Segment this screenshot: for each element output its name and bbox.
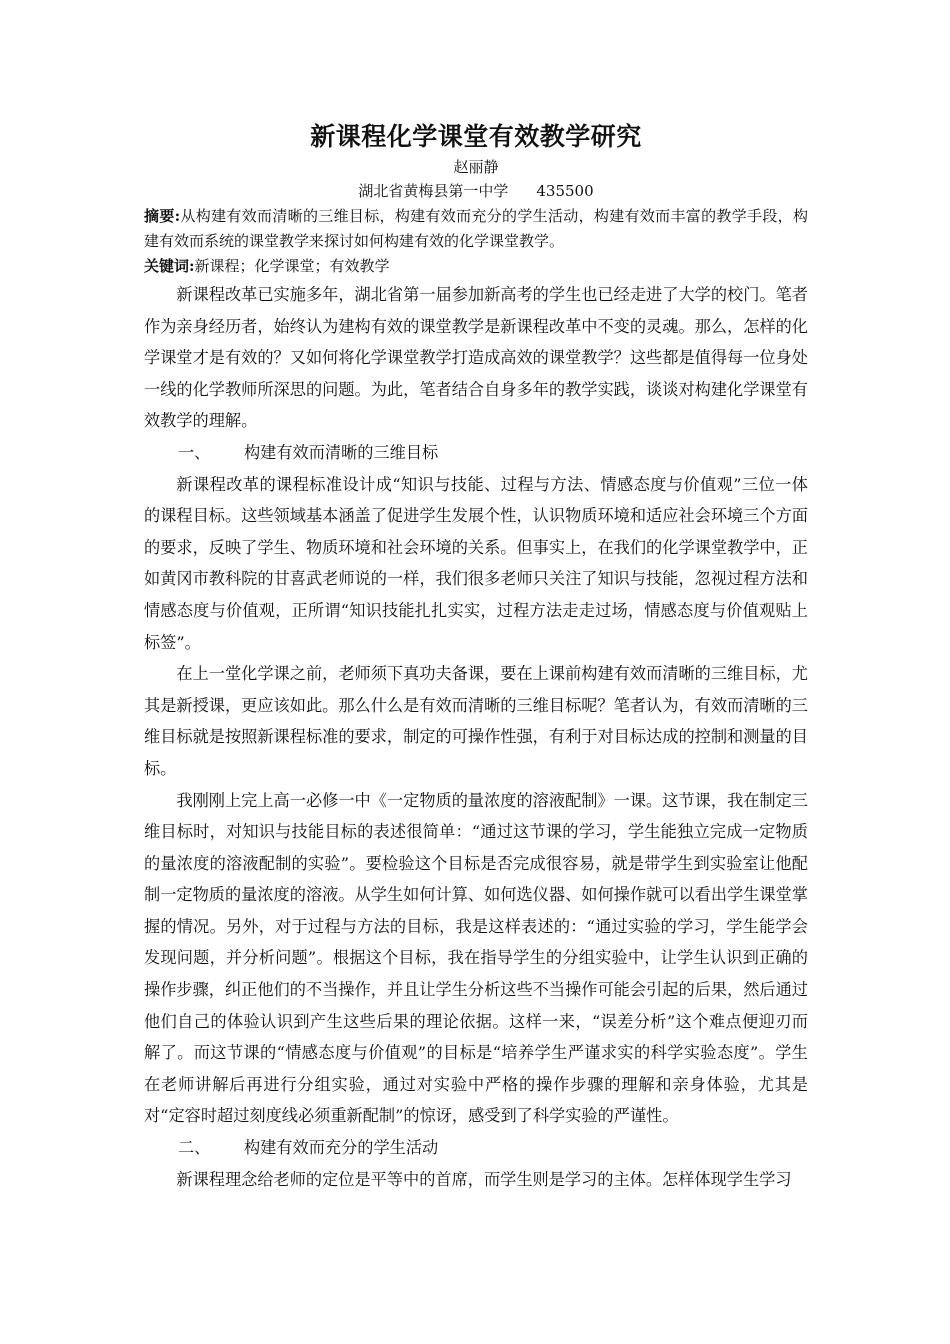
keywords-text: 新课程；化学课堂；有效教学	[194, 257, 390, 275]
section-number-2: 二、	[178, 1138, 211, 1158]
section1-paragraph-3: 我刚刚上完上高一必修一中《一定物质的量浓度的溶液配制》一课。这节课，我在制定三维目标时，对知识与技能目标的表述很简单：“通过这节课的学习，学生能独立完成一定物质的量浓度的溶液配制的实验”。要检验这个目标是否完成很容易，就是带学生到实验室让他配制一定物质的量浓度的溶液。从学生如何计算、如何选仪器、如何操作就可以看出学生课堂掌握的情况。另外，对于过程与方法的目标，我是这样表述的：“通过实验的学习，学生能学会发现问题，并分析问题”。根据这个目标，我在指导学生的分组实验中，让学生认识到正确的操作步骤，纠正他们的不当操作，并且让学生分析这些不当操作可能会引起的后果，然后通过他们自己的体验认识到产生这些后果的理论依据。这样一来，“误差分析”这个难点便迎刃而解了。而这节课的“情感态度与价值观”的目标是“培养学生严谨求实的科学实验态度”。学生在老师讲解后再进行分组实验，通过对实验中严格的操作步骤的理解和亲身体验，尤其是对“定容时超过刻度线必须重新配制”的惊讶，感受到了科学实验的严谨性。	[144, 790, 808, 1126]
section-heading-2	[144, 1132, 808, 1164]
abstract-label: 摘要:	[144, 207, 181, 225]
keywords-label: 关键词:	[144, 257, 195, 275]
section1-paragraph-2: 在上一堂化学课之前，老师须下真功夫备课，要在上课前构建有效而清晰的三维目标，尤其是新授课，更应该如此。那么什么是有效而清晰的三维目标呢？笔者认为，有效而清晰的三维目标就是按照新课程标准的要求，制定的可操作性强，有利于对目标达成的控制和测量的目标。	[144, 664, 808, 778]
section-heading-1	[144, 437, 808, 469]
section-number-1: 一、	[178, 442, 211, 462]
abstract-text: 从构建有效而清晰的三维目标，构建有效而充分的学生活动，构建有效而丰富的教学手段，构建有效而系统的课堂教学来探讨如何构建有效的化学课堂教学。	[144, 207, 808, 250]
section2-paragraph-1: 新课程理念给老师的定位是平等中的首席，而学生则是学习的主体。怎样体现学生学习	[176, 1169, 792, 1189]
document-page	[144, 118, 808, 1195]
postcode: 435500	[536, 182, 594, 200]
section1-paragraph-1: 新课程改革的课程标准设计成“知识与技能、过程与方法、情感态度与价值观”三位一体的课程目标。这些领域基本涵盖了促进学生发展个性，认识物质环境和适应社会环境三个方面的要求，反映了学生、物质环境和社会环境的关系。但事实上，在我们的化学课堂教学中，正如黄冈市教科院的甘喜武老师说的一样，我们很多老师只关注了知识与技能，忽视过程方法和情感态度与价值观，正所谓“知识技能扎扎实实，过程方法走走过场，情感态度与价值观贴上标签”。	[144, 474, 808, 652]
intro-paragraph: 新课程改革已实施多年，湖北省第一届参加新高考的学生也已经走进了大学的校门。笔者作为亲身经历者，始终认为建构有效的课堂教学是新课程改革中不变的灵魂。那么，怎样的化学课堂才是有效的？又如何将化学课堂教学打造成高效的课堂教学？这些都是值得每一位身处一线的化学教师所深思的问题。为此，笔者结合自身多年的教学实践，谈谈对构建化学课堂有效教学的理解。	[144, 285, 808, 431]
document-title: 新课程化学课堂有效教学研究	[310, 122, 642, 151]
section-title-1: 构建有效而清晰的三维目标	[244, 442, 439, 462]
section-title-2: 构建有效而充分的学生活动	[244, 1138, 439, 1158]
affiliation: 湖北省黄梅县第一中学	[358, 182, 509, 200]
abstract	[144, 204, 808, 254]
affiliation-line	[144, 178, 808, 204]
author-name: 赵丽静	[453, 158, 499, 176]
keywords	[144, 254, 808, 279]
